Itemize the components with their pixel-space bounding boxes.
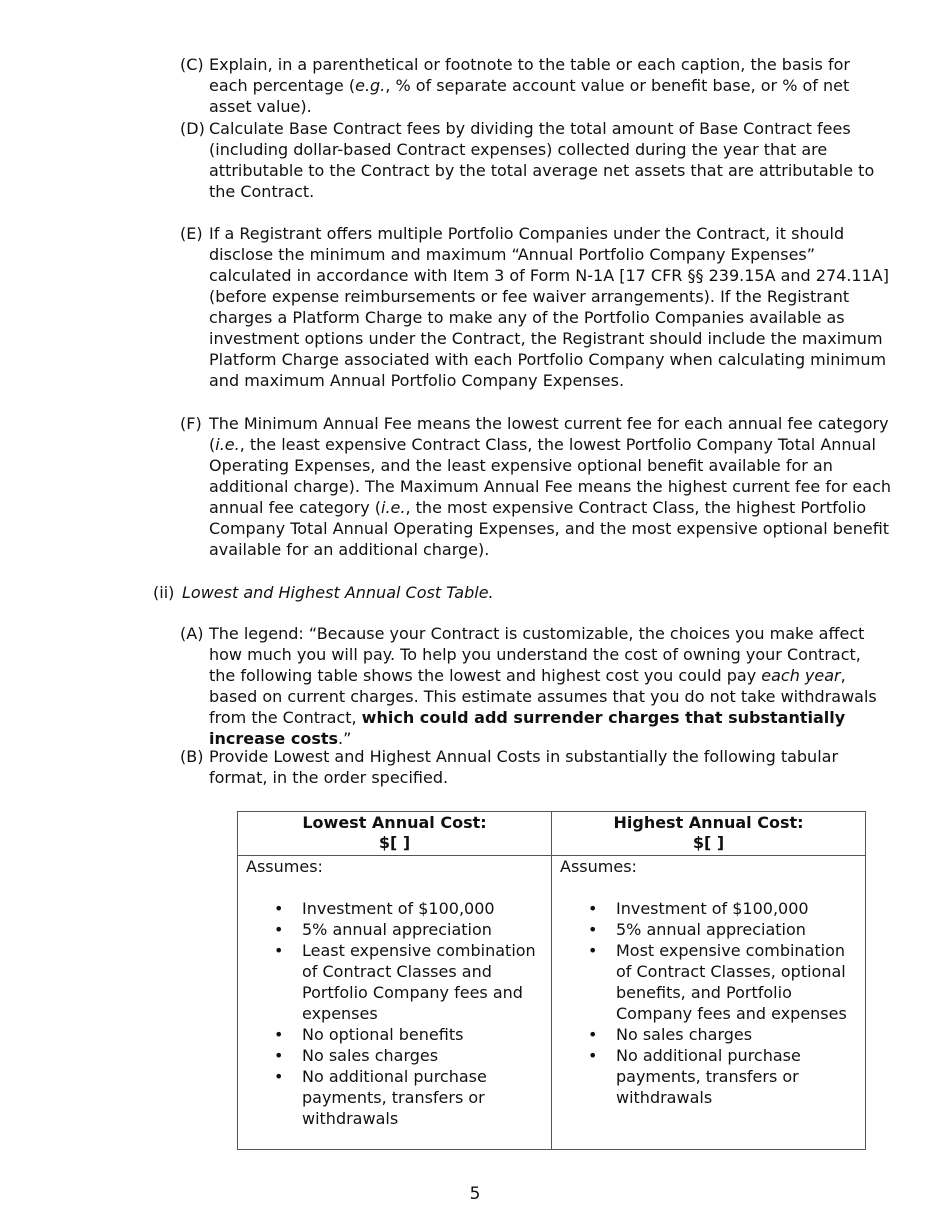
- item-a-text: The legend: “Because your Contract is customizable, the choices you make affect how much you will pay. To help you understand the cost of owning your Contract, the following table shows the lowest and highest cost you could pay each year, based on current charges. This estimate assumes that you do not take withdrawals from the Contract, which could add surrender charges that substantially increase costs.”: [209, 624, 877, 748]
- item-a: [180, 623, 892, 749]
- list-item: • No sales charges: [246, 1045, 543, 1066]
- list-item: • 5% annual appreciation: [560, 919, 857, 940]
- item-c-text: Explain, in a parenthetical or footnote to the table or each caption, the basis for each percentage (e.g., % of separate account value or benefit base, or % of net asset value).: [209, 55, 850, 116]
- item-f: [180, 413, 892, 560]
- table-body-row: [238, 856, 866, 1150]
- list-item: • Investment of $100,000: [246, 898, 543, 919]
- list-item: • Investment of $100,000: [560, 898, 857, 919]
- list-item: • Least expensive combination of Contract Classes and Portfolio Company fees and expenses: [246, 940, 543, 1024]
- list-item: • No optional benefits: [246, 1024, 543, 1045]
- list-item: • No additional purchase payments, transfers or withdrawals: [560, 1045, 857, 1108]
- item-d-text: Calculate Base Contract fees by dividing the total amount of Base Contract fees (including dollar-based Contract expenses) collected during the year that are attributable to the Contract by the total average net assets that are attributable to the Contract.: [209, 119, 875, 201]
- item-c: [180, 54, 892, 117]
- list-item: • 5% annual appreciation: [246, 919, 543, 940]
- item-f-text: The Minimum Annual Fee means the lowest current fee for each annual fee category (i.e., the least expensive Contract Class, the lowest Portfolio Company Total Annual Operating Expenses, and the least expensive optional benefit available for an additional charge). The Maximum Annual Fee means the highest current fee for each annual fee category (i.e., the most expensive Contract Class, the highest Portfolio Company Total Annual Operating Expenses, and the most expensive optional benefit available for an additional charge).: [209, 414, 892, 559]
- item-d-label: (D): [180, 119, 205, 138]
- item-b-text: Provide Lowest and Highest Annual Costs in substantially the following tabular format, in the order specified.: [209, 747, 839, 787]
- highest-assumes-label: Assumes:: [560, 857, 637, 876]
- lowest-cost-assumptions: [238, 856, 552, 1150]
- table-header-row: [238, 812, 866, 856]
- lowest-assumptions-list: [246, 898, 543, 1129]
- annual-cost-table: [237, 811, 866, 1150]
- item-e: [180, 223, 892, 391]
- item-f-label: (F): [180, 414, 202, 433]
- page-number: 5: [469, 1184, 481, 1204]
- highest-cost-heading: Highest Annual Cost:: [613, 813, 804, 832]
- lowest-cost-header: [238, 812, 552, 856]
- item-b: [180, 746, 892, 788]
- list-item: • Most expensive combination of Contract Classes, optional benefits, and Portfolio Company fees and expenses: [560, 940, 857, 1024]
- highest-cost-header: [552, 812, 866, 856]
- item-a-label: (A): [180, 624, 204, 643]
- lowest-cost-amount: $[ ]: [378, 833, 411, 852]
- item-e-label: (E): [180, 224, 203, 243]
- list-item: • No additional purchase payments, transfers or withdrawals: [246, 1066, 543, 1129]
- subsection-ii-title: Lowest and Highest Annual Cost Table.: [182, 583, 494, 602]
- item-e-text: If a Registrant offers multiple Portfolio Companies under the Contract, it should disclose the minimum and maximum “Annual Portfolio Company Expenses” calculated in accordance with Item 3 of Form N-1A [17 CFR §§ 239.15A and 274.11A] (before expense reimbursements or fee waiver arrangements). If the Registrant charges a Platform Charge to make any of the Portfolio Companies available as investment options under the Contract, the Registrant should include the maximum Platform Charge associated with each Portfolio Company when calculating minimum and maximum Annual Portfolio Company Expenses.: [209, 224, 889, 390]
- item-b-label: (B): [180, 747, 204, 766]
- item-c-label: (C): [180, 55, 204, 74]
- lowest-cost-heading: Lowest Annual Cost:: [302, 813, 487, 832]
- subsection-ii-label: (ii): [153, 583, 175, 602]
- highest-assumptions-list: [560, 898, 857, 1108]
- highest-cost-amount: $[ ]: [692, 833, 725, 852]
- highest-cost-assumptions: [552, 856, 866, 1150]
- item-d: [180, 118, 892, 202]
- list-item: • No sales charges: [560, 1024, 857, 1045]
- lowest-assumes-label: Assumes:: [246, 857, 323, 876]
- subsection-ii: [153, 582, 853, 603]
